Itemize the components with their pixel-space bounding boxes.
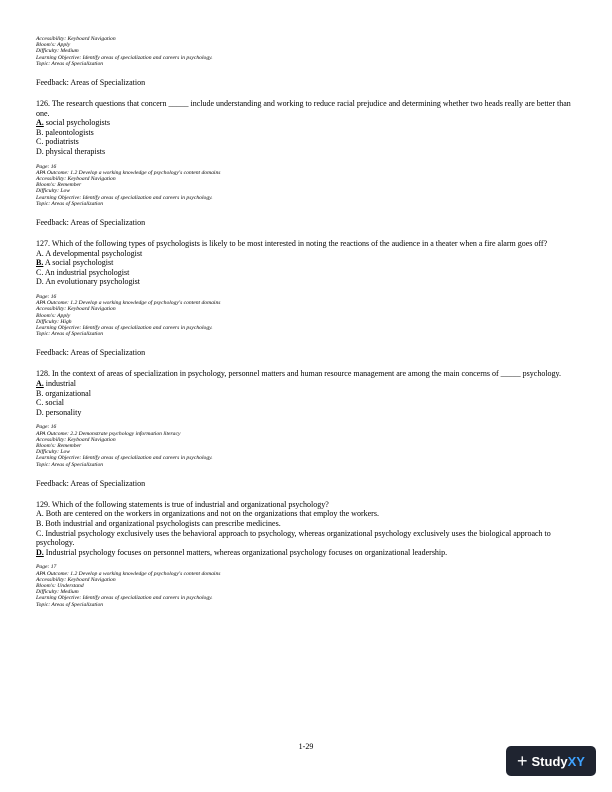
- question-metadata: [36, 294, 576, 337]
- option-letter: B.: [36, 518, 44, 528]
- option-letter: B.: [36, 127, 44, 137]
- question-129: [36, 500, 576, 608]
- option-letter: D.: [36, 407, 44, 417]
- option-text: social: [43, 398, 65, 408]
- meta-line: Difficulty: Medium: [36, 48, 79, 55]
- meta-line: Learning Objective: Identify areas of specialization and careers in psychology.: [36, 194, 213, 201]
- option-letter: B.: [36, 388, 44, 398]
- option-text: industrial: [43, 378, 76, 388]
- meta-line: Difficulty: Low: [36, 188, 71, 195]
- answer-option: [36, 408, 576, 418]
- answer-option: [36, 249, 576, 259]
- meta-line: Bloom's: Remember: [36, 442, 82, 449]
- feedback-line: Feedback: Areas of Specialization: [36, 478, 146, 488]
- meta-line: Topic: Areas of Specialization: [36, 601, 104, 608]
- answer-option: [36, 398, 576, 408]
- answer-option: [36, 137, 576, 147]
- option-text: physical therapists: [43, 146, 106, 156]
- option-letter: C.: [36, 398, 44, 408]
- question-metadata: [36, 424, 576, 467]
- meta-line: APA Outcome: 1.2 Develop a working knowledge of psychology's content domains: [36, 169, 221, 176]
- option-letter: A.: [36, 378, 44, 388]
- meta-line: Page: 16: [36, 424, 57, 431]
- meta-line: Difficulty: High: [36, 318, 72, 325]
- option-text: Both are centered on the workers in organizations and not on the organizations that employ the workers.: [43, 509, 379, 519]
- option-letter: D.: [36, 277, 44, 287]
- option-text: A developmental psychologist: [43, 248, 143, 258]
- plus-icon: +: [517, 751, 528, 771]
- option-text: personality: [43, 407, 82, 417]
- meta-line: Bloom's: Apply: [36, 42, 71, 49]
- meta-line: Page: 16: [36, 163, 57, 170]
- option-text: organizational: [43, 388, 91, 398]
- feedback-line: Feedback: Areas of Specialization: [36, 78, 146, 88]
- meta-line: Accessibility: Keyboard Navigation: [36, 36, 116, 42]
- meta-line: APA Outcome: 2.2 Demonstrate psychology information literacy: [36, 430, 181, 437]
- feedback-line: Feedback: Areas of Specialization: [36, 218, 146, 227]
- option-text: social psychologists: [43, 118, 110, 128]
- answer-option: [36, 118, 576, 128]
- meta-line: Accessibility: Keyboard Navigation: [36, 306, 116, 313]
- answer-option: [36, 258, 576, 268]
- studyxy-logo-button[interactable]: [506, 746, 596, 776]
- question-metadata: [36, 564, 576, 607]
- meta-line: Learning Objective: Identify areas of specialization and careers in psychology.: [36, 54, 213, 61]
- meta-line: APA Outcome: 1.2 Develop a working knowledge of psychology's content domains: [36, 570, 221, 577]
- meta-line: Accessibility: Keyboard Navigation: [36, 175, 116, 182]
- meta-line: Bloom's: Apply: [36, 312, 71, 319]
- option-text: paleontologists: [43, 127, 94, 137]
- option-letter: A.: [36, 509, 44, 519]
- question-127: [36, 239, 576, 358]
- answer-option: [36, 529, 576, 548]
- option-text: An industrial psychologist: [43, 267, 130, 277]
- logo-text-xy: XY: [567, 753, 585, 769]
- meta-line: Page: 17: [36, 564, 57, 571]
- option-letter: C.: [36, 267, 44, 277]
- feedback-line: Feedback: Areas of Specialization: [36, 348, 146, 358]
- question-text: 128. In the context of areas of specialization in psychology, personnel matters and human resource management are among the main concerns of _____ psychology.: [36, 369, 562, 379]
- question-text: 126. The research questions that concern _____ include understanding and working to reduce racial prejudice and determining whether two heads really are better than one.: [36, 99, 571, 118]
- answer-option: [36, 147, 576, 157]
- option-text: podiatrists: [43, 137, 79, 147]
- meta-line: Learning Objective: Identify areas of specialization and careers in psychology.: [36, 324, 213, 331]
- option-text: Both industrial and organizational psychologists can prescribe medicines.: [43, 518, 281, 528]
- meta-line: Topic: Areas of Specialization: [36, 331, 104, 338]
- question-metadata: [36, 164, 576, 207]
- top-metadata: [36, 36, 576, 67]
- option-letter: C.: [36, 528, 44, 538]
- meta-line: Accessibility: Keyboard Navigation: [36, 436, 116, 443]
- meta-line: Difficulty: Low: [36, 449, 71, 456]
- question-128: [36, 369, 576, 488]
- answer-option: [36, 519, 576, 529]
- question-text: 127. Which of the following types of psychologists is likely to be most interested in noting the reactions of the audience in a theater when a fire alarm goes off?: [36, 239, 548, 248]
- option-letter: D.: [36, 547, 44, 557]
- option-letter: C.: [36, 137, 44, 147]
- answer-option: [36, 277, 576, 287]
- meta-line: Topic: Areas of Specialization: [36, 60, 104, 67]
- option-text: Industrial psychology focuses on personnel matters, whereas organizational psychology focuses on organizational leadership.: [43, 547, 448, 557]
- meta-line: Page: 16: [36, 293, 57, 300]
- answer-option: [36, 128, 576, 138]
- option-letter: B.: [36, 258, 44, 268]
- option-text: An evolutionary psychologist: [43, 277, 140, 287]
- meta-line: Learning Objective: Identify areas of specialization and careers in psychology.: [36, 595, 213, 602]
- meta-line: Bloom's: Remember: [36, 182, 82, 189]
- answer-option: [36, 548, 576, 558]
- logo-text-study: Study: [531, 753, 568, 769]
- option-letter: A.: [36, 248, 44, 258]
- answer-option: [36, 379, 576, 389]
- meta-line: Learning Objective: Identify areas of specialization and careers in psychology.: [36, 455, 213, 462]
- option-letter: D.: [36, 146, 44, 156]
- answer-option: [36, 389, 576, 399]
- meta-line: Topic: Areas of Specialization: [36, 200, 104, 207]
- answer-option: [36, 268, 576, 278]
- meta-line: Topic: Areas of Specialization: [36, 461, 104, 468]
- page-number: 1-29: [298, 742, 314, 751]
- option-letter: A.: [36, 118, 44, 128]
- document-page: [36, 36, 576, 608]
- meta-line: Accessibility: Keyboard Navigation: [36, 576, 116, 583]
- question-126: [36, 99, 576, 228]
- meta-line: Bloom's: Understand: [36, 582, 84, 589]
- meta-line: APA Outcome: 1.2 Develop a working knowledge of psychology's content domains: [36, 300, 221, 307]
- question-text: 129. Which of the following statements is true of industrial and organizational psychology?: [36, 499, 329, 509]
- answer-option: [36, 509, 576, 519]
- meta-line: Difficulty: Medium: [36, 589, 79, 596]
- option-text: A social psychologist: [43, 258, 114, 268]
- option-text: Industrial psychology exclusively uses the behavioral approach to psychology, whereas organizational psychology exclusively uses the biological approach to psychology.: [36, 528, 551, 548]
